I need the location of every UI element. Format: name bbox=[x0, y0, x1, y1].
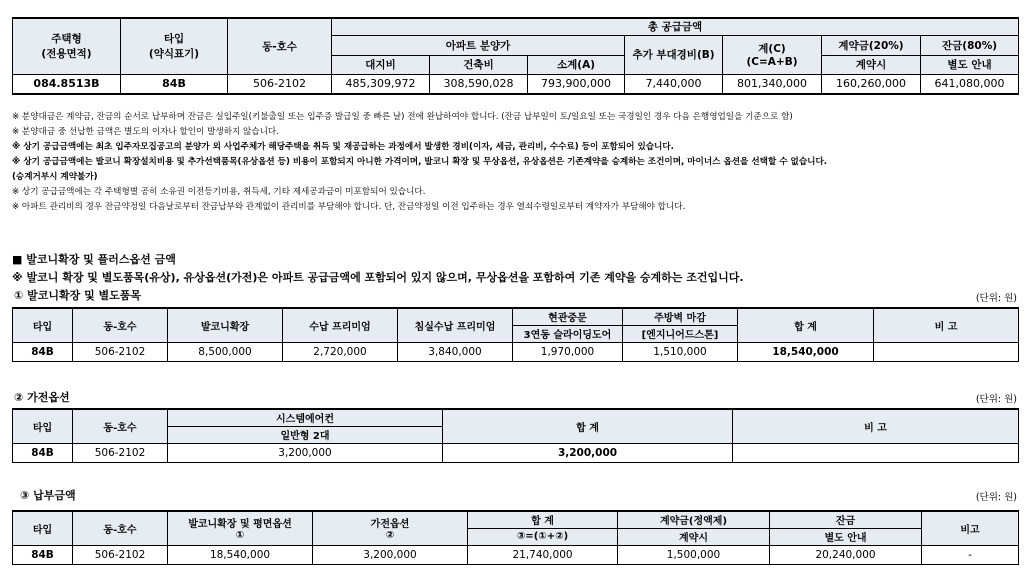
col-bedroom: 침실수납 프리미엄 bbox=[398, 308, 513, 342]
col-type: 타입 bbox=[13, 409, 73, 443]
cell-entrance: 1,970,000 bbox=[513, 342, 623, 361]
cell-appliance: 3,200,000 bbox=[313, 545, 468, 564]
cell-note bbox=[733, 443, 1019, 462]
cell-total: 3,200,000 bbox=[443, 443, 733, 462]
col-total-sub: ③=(①+②) bbox=[468, 528, 618, 545]
cell-unit: 506-2102 bbox=[73, 342, 168, 361]
cell-note: - bbox=[922, 545, 1019, 564]
col-balance-sub: 별도 안내 bbox=[770, 528, 922, 545]
section-title-appliance: ② 가전옵션 bbox=[14, 391, 70, 404]
col-total: 합 계 bbox=[738, 308, 874, 342]
note-line: ※ 아파트 관리비의 경우 잔금약정일 다음날로부터 잔금납부와 관계없이 관리비를 부담해야 합니다. 단, 잔금약정일 이전 입주하는 경우 열쇠수령일로부터 계약자가 부담해야 합니다. bbox=[12, 202, 686, 212]
header-balance-sub: 별도 안내 bbox=[921, 55, 1019, 74]
cell-deposit: 160,260,000 bbox=[822, 74, 921, 94]
cell-balcony-plan: 18,540,000 bbox=[168, 545, 313, 564]
supply-price-table bbox=[12, 17, 1019, 95]
cell-building: 308,590,028 bbox=[430, 74, 528, 94]
cell-unit: 506-2102 bbox=[73, 443, 168, 462]
appliance-table bbox=[12, 408, 1019, 463]
header-sum: 계(C) (C=A+B) bbox=[723, 35, 822, 74]
cell-storage: 2,720,000 bbox=[283, 342, 398, 361]
notes-block bbox=[12, 110, 1017, 215]
header-subtotal: 소계(A) bbox=[528, 55, 625, 74]
col-balcony: 발코니확장 bbox=[168, 308, 283, 342]
col-balcony-plan: 발코니확장 및 평면옵션 ① bbox=[168, 511, 313, 545]
table-row bbox=[13, 342, 1019, 361]
cell-aircon: 3,200,000 bbox=[168, 443, 443, 462]
section-title-options: ■ 발코니확장 및 플러스옵션 금액 bbox=[12, 253, 176, 266]
col-note: 비 고 bbox=[874, 308, 1019, 342]
table-row bbox=[13, 74, 1019, 94]
cell-total: 21,740,000 bbox=[468, 545, 618, 564]
section-title-balcony: ① 발코니확장 및 별도품목 bbox=[14, 289, 142, 302]
header-land: 대지비 bbox=[332, 55, 430, 74]
col-aircon-sub: 일반형 2대 bbox=[168, 426, 443, 443]
note-line: ※ 상기 공급금액에는 발코니 확장설치비용 및 추가선택품목(유상옵션 등) 비용이 포함되지 아니한 가격이며, 발코니 확장 및 무상옵션, 유상옵션은 기존계약을 승계하는 조건이며, 마이너스 옵션을 선택할 수 없습니다. bbox=[12, 157, 828, 167]
header-building: 건축비 bbox=[430, 55, 528, 74]
col-type: 타입 bbox=[13, 511, 73, 545]
cell-label: 84B bbox=[121, 74, 228, 94]
cell-type: 084.8513B bbox=[13, 74, 121, 94]
table-row bbox=[13, 545, 1019, 564]
header-balance: 잔금(80%) bbox=[921, 35, 1019, 55]
col-entrance-sub: 3연동 슬라이딩도어 bbox=[513, 325, 623, 342]
col-storage: 수납 프리미엄 bbox=[283, 308, 398, 342]
cell-type: 84B bbox=[13, 443, 73, 462]
col-kitchen: 주방벽 마감 bbox=[623, 308, 738, 325]
col-type-label: 타입 (약식표기) bbox=[121, 18, 228, 74]
header-apt-price: 아파트 분양가 bbox=[332, 35, 625, 55]
cell-sum: 801,340,000 bbox=[723, 74, 822, 94]
table-row bbox=[13, 443, 1019, 462]
col-note: 비고 bbox=[922, 511, 1019, 545]
cell-balance: 20,240,000 bbox=[770, 545, 922, 564]
col-housing-type: 주택형 (전용면적) bbox=[13, 18, 121, 74]
cell-balance: 641,080,000 bbox=[921, 74, 1019, 94]
col-balance: 잔금 bbox=[770, 511, 922, 528]
col-appliance: 가전옵션 ② bbox=[313, 511, 468, 545]
col-type: 타입 bbox=[13, 308, 73, 342]
col-deposit-sub: 계약시 bbox=[618, 528, 770, 545]
note-line: ※ 분양대금 중 선납한 금액은 별도의 이자나 할인이 발생하지 않습니다. bbox=[12, 127, 279, 137]
section-title-payment: ③ 납부금액 bbox=[20, 489, 76, 502]
balcony-table bbox=[12, 307, 1019, 362]
col-total: 합 계 bbox=[443, 409, 733, 443]
payment-table bbox=[12, 510, 1019, 565]
col-unit: 동-호수 bbox=[228, 18, 332, 74]
cell-subtotal: 793,900,000 bbox=[528, 74, 625, 94]
col-unit: 동-호수 bbox=[73, 511, 168, 545]
note-line: ※ 상기 공급금액에는 최초 입주자모집공고의 분양가 외 사업주체가 해당주택을 취득 및 재공급하는 과정에서 발생한 경비(이자, 세금, 관리비, 수수료) 등이 포함되어 있습니다. bbox=[12, 142, 674, 152]
note-line: ※ 상기 공급금액에는 각 주택형별 공히 소유권 이전등기비용, 취득세, 기타 제세공과금이 미포함되어 있습니다. bbox=[12, 187, 426, 197]
cell-land: 485,309,972 bbox=[332, 74, 430, 94]
header-total-supply: 총 공급금액 bbox=[332, 18, 1019, 35]
header-extra-cost: 추가 부대경비(B) bbox=[625, 35, 723, 74]
col-aircon: 시스템에어컨 bbox=[168, 409, 443, 426]
cell-type: 84B bbox=[13, 545, 73, 564]
unit-label: (단위: 원) bbox=[975, 394, 1017, 405]
section-subtitle-options: ※ 발코니 확장 및 별도품목(유상), 유상옵션(가전)은 아파트 공급금액에 포함되어 있지 않으며, 무상옵션을 포함하여 기존 계약을 승계하는 조건입니다. bbox=[12, 271, 744, 284]
header-deposit: 계약금(20%) bbox=[822, 35, 921, 55]
cell-deposit: 1,500,000 bbox=[618, 545, 770, 564]
cell-total: 18,540,000 bbox=[738, 342, 874, 361]
cell-unit: 506-2102 bbox=[228, 74, 332, 94]
col-total: 합 계 bbox=[468, 511, 618, 528]
cell-note bbox=[874, 342, 1019, 361]
note-line: ※ 분양대금은 계약금, 잔금의 순서로 납부하며 잔금은 실입주일(키불출일 또는 입주증 발급일 중 빠른 날) 전에 완납하여야 합니다. (잔금 납부일이 토/일요일 또는 국경일인 경우 다음 은행영업일을 기준으로 함) bbox=[12, 112, 793, 122]
col-deposit: 계약금(정액제) bbox=[618, 511, 770, 528]
cell-balcony: 8,500,000 bbox=[168, 342, 283, 361]
col-note: 비 고 bbox=[733, 409, 1019, 443]
cell-kitchen: 1,510,000 bbox=[623, 342, 738, 361]
col-unit: 동-호수 bbox=[73, 308, 168, 342]
col-unit: 동-호수 bbox=[73, 409, 168, 443]
cell-type: 84B bbox=[13, 342, 73, 361]
unit-label: (단위: 원) bbox=[975, 293, 1017, 304]
col-kitchen-sub: [엔지니어드스톤] bbox=[623, 325, 738, 342]
col-entrance: 현관중문 bbox=[513, 308, 623, 325]
unit-label: (단위: 원) bbox=[975, 492, 1017, 503]
cell-unit: 506-2102 bbox=[73, 545, 168, 564]
cell-bedroom: 3,840,000 bbox=[398, 342, 513, 361]
cell-extra: 7,440,000 bbox=[625, 74, 723, 94]
note-line: (승계거부시 계약불가) bbox=[12, 172, 98, 182]
header-deposit-sub: 계약시 bbox=[822, 55, 921, 74]
